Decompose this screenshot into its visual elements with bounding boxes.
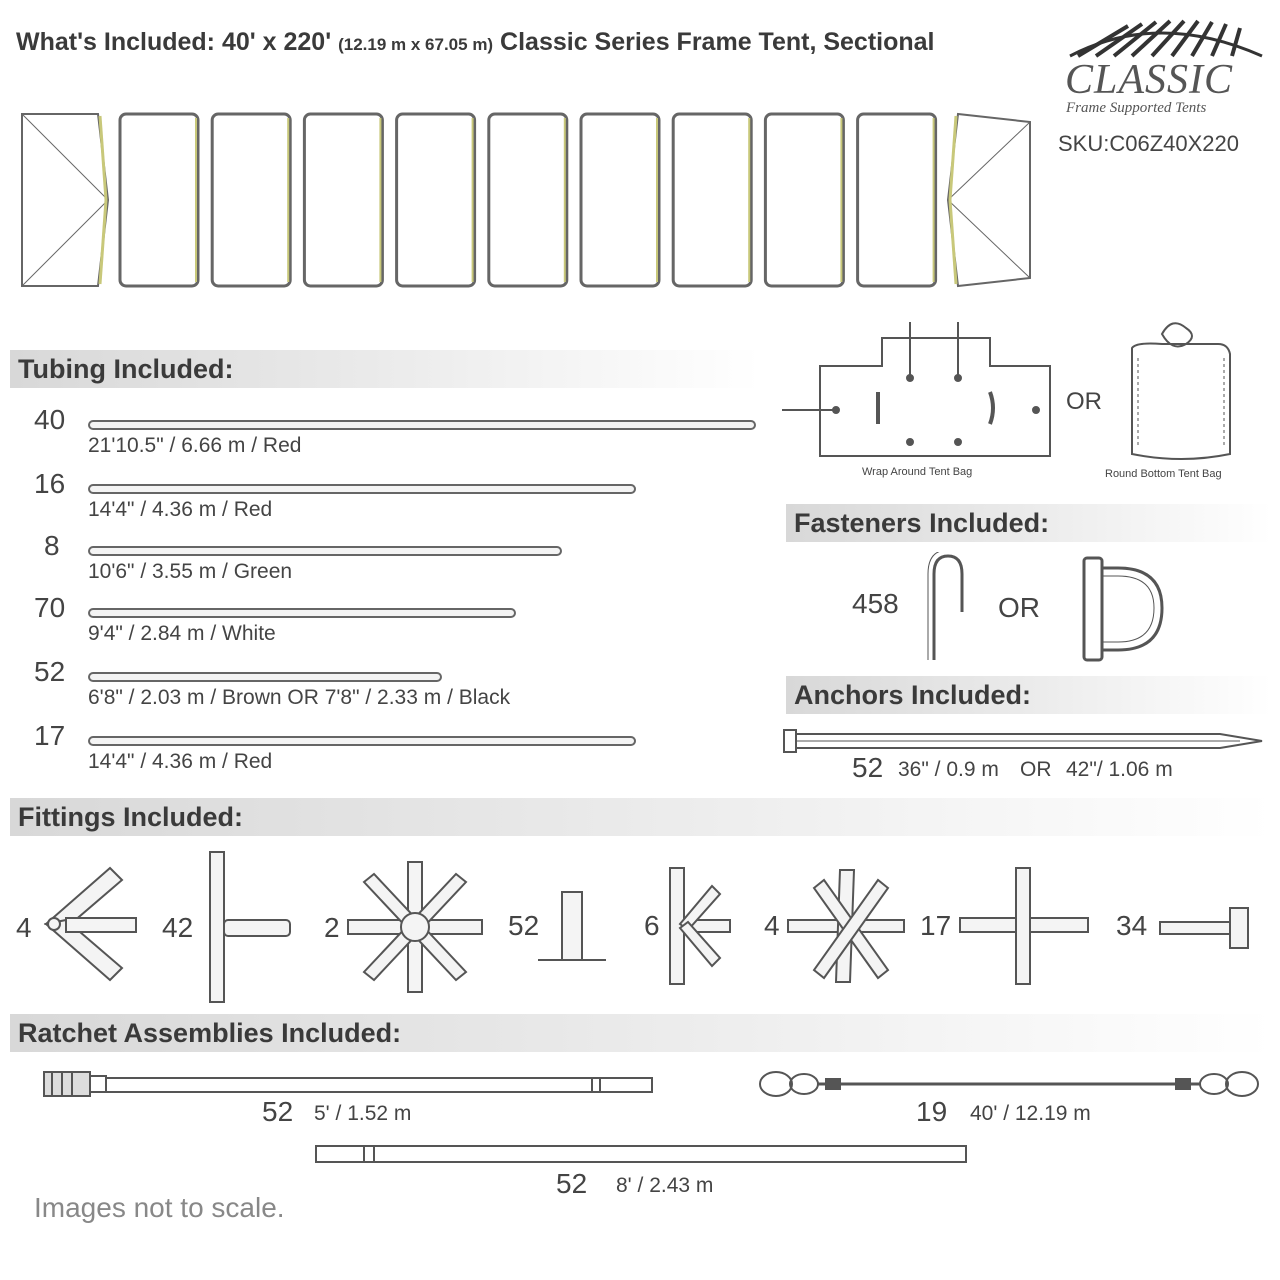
cable-qty: 19 bbox=[916, 1096, 948, 1127]
tubing-label: 21'10.5" / 6.66 m / Red bbox=[88, 434, 302, 457]
tent-section-panel bbox=[765, 114, 843, 286]
strap-short-qty: 52 bbox=[262, 1096, 294, 1127]
title-rest: Classic Series Frame Tent, Sectional bbox=[500, 28, 935, 56]
tube-bar bbox=[88, 672, 442, 682]
cross-fitting-icon bbox=[956, 864, 1092, 988]
fastener-or-label: OR bbox=[998, 592, 1040, 623]
tubing-label: 14'4" / 4.36 m / Red bbox=[88, 498, 273, 521]
tube-bar bbox=[88, 546, 562, 556]
tubing-label: 9'4" / 2.84 m / White bbox=[88, 622, 276, 645]
tubing-label: 10'6" / 3.55 m / Green bbox=[88, 560, 293, 583]
ratchet-strap-long-icon bbox=[312, 1142, 970, 1168]
chevron-fitting-icon bbox=[36, 862, 140, 986]
wrap-around-tent-bag-icon bbox=[780, 318, 1060, 463]
tubing-qty: 70 bbox=[34, 592, 66, 623]
anchors-heading: Anchors Included: bbox=[786, 676, 1272, 714]
j-stake-icon bbox=[920, 552, 970, 664]
tubing-qty: 17 bbox=[34, 720, 66, 751]
anchors-qty: 52 bbox=[852, 752, 884, 783]
title-metric: (12.19 m x 67.05 m) bbox=[338, 35, 494, 54]
anchors-or-label: OR bbox=[1020, 758, 1052, 781]
fasteners-qty: 458 bbox=[852, 588, 899, 619]
wrap-bag-caption: Wrap Around Tent Bag bbox=[862, 466, 973, 478]
logo-tagline: Frame Supported Tents bbox=[1066, 100, 1207, 116]
tent-logo-icon bbox=[1068, 18, 1264, 58]
end-fitting-icon bbox=[1156, 904, 1252, 952]
strap-short-label: 5' / 1.52 m bbox=[314, 1102, 412, 1125]
tent-sections-diagram bbox=[18, 108, 1038, 292]
d-pin-icon bbox=[1078, 554, 1170, 664]
tent-section-panel bbox=[858, 114, 936, 286]
title-main: What's Included: 40' x 220' bbox=[16, 28, 332, 56]
tubing-label: 6'8" / 2.03 m / Brown OR 7'8" / 2.33 m / Black bbox=[88, 686, 511, 709]
cable-label: 40' / 12.19 m bbox=[970, 1102, 1091, 1125]
anchors-label-a: 36" / 0.9 m bbox=[898, 758, 999, 781]
tubing-qty: 8 bbox=[44, 530, 60, 561]
ratchet-strap-short-icon bbox=[40, 1066, 658, 1102]
tube-bar bbox=[88, 736, 636, 746]
tubing-label: 14'4" / 4.36 m / Red bbox=[88, 750, 273, 773]
tubing-qty: 52 bbox=[34, 656, 66, 687]
sku-label: SKU:C06Z40X220 bbox=[1058, 131, 1239, 156]
tent-section-panel bbox=[397, 114, 475, 286]
round-bag-caption: Round Bottom Tent Bag bbox=[1105, 468, 1222, 480]
fitting-qty-1: 4 bbox=[16, 912, 32, 943]
tubing-qty: 40 bbox=[34, 404, 66, 435]
strap-long-qty: 52 bbox=[556, 1168, 588, 1199]
tubing-qty: 16 bbox=[34, 468, 66, 499]
base-plate-icon bbox=[536, 888, 608, 964]
footnote: Images not to scale. bbox=[34, 1192, 285, 1223]
tent-section-panel bbox=[212, 114, 290, 286]
ratchet-cable-icon bbox=[756, 1066, 1264, 1102]
fitting-qty-7: 17 bbox=[920, 910, 952, 941]
strap-long-label: 8' / 2.43 m bbox=[616, 1174, 714, 1197]
tent-section-panel bbox=[304, 114, 382, 286]
tent-section-panel bbox=[673, 114, 751, 286]
tee-fitting-icon bbox=[204, 848, 296, 1006]
fitting-qty-6: 4 bbox=[764, 910, 780, 941]
logo-name: CLASSIC bbox=[1065, 57, 1234, 103]
ratchets-heading: Ratchet Assemblies Included: bbox=[10, 1014, 1272, 1052]
fitting-qty-8: 34 bbox=[1116, 910, 1148, 941]
tent-section-panel bbox=[489, 114, 567, 286]
tube-bar bbox=[88, 420, 756, 430]
star-fitting-icon bbox=[784, 864, 906, 988]
fittings-heading: Fittings Included: bbox=[10, 798, 1272, 836]
round-bottom-tent-bag-icon bbox=[1122, 314, 1240, 464]
tent-section-panel bbox=[581, 114, 659, 286]
tube-bar bbox=[88, 484, 636, 494]
tube-bar bbox=[88, 608, 516, 618]
fan-fitting-icon bbox=[660, 864, 734, 988]
bag-or-label: OR bbox=[1066, 388, 1102, 415]
fitting-qty-2: 42 bbox=[162, 912, 194, 943]
fitting-qty-3: 2 bbox=[324, 912, 340, 943]
fitting-qty-4: 52 bbox=[508, 910, 540, 941]
fasteners-heading: Fasteners Included: bbox=[786, 504, 1272, 542]
fitting-qty-5: 6 bbox=[644, 910, 660, 941]
tent-section-panel bbox=[120, 114, 198, 286]
hub-fitting-icon bbox=[344, 858, 486, 996]
page-title bbox=[16, 28, 935, 57]
tubing-heading: Tubing Included: bbox=[10, 350, 760, 388]
anchors-label-b: 42"/ 1.06 m bbox=[1066, 758, 1173, 781]
